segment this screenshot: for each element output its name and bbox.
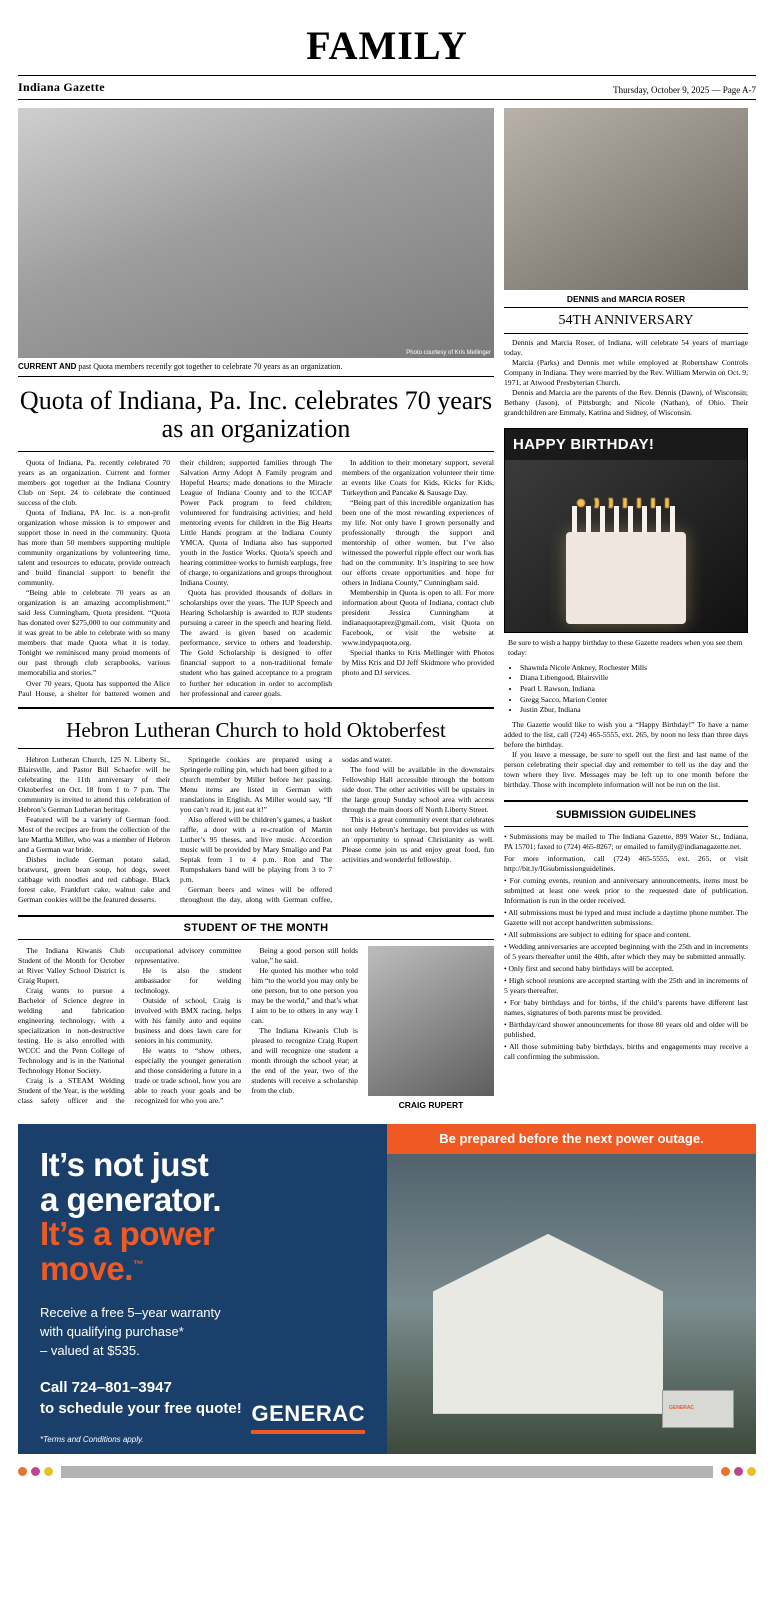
cake-icon	[566, 532, 686, 624]
paragraph: Special thanks to Kris Mellinger with Photos by Miss Kris and DJ Jeff Skidmore who provided photo and DJ services.	[342, 648, 494, 678]
paper-logo: Indiana Gazette	[18, 80, 105, 94]
list-item: • Justin Zbur, Indiana	[520, 705, 748, 716]
ad-headline-line-1: It’s not just	[40, 1145, 209, 1183]
paragraph: In addition to their monetary support, several members of the organization volunteer their time at events like Coats for Kids, Kicks for Kids, Turkeython and Pancake & Sausage Day.	[342, 458, 494, 498]
rule	[18, 707, 494, 709]
lead-photo	[18, 108, 494, 358]
student-photo-caption: CRAIG RUPERT	[398, 1099, 464, 1110]
paragraph: Membership in Quota is open to all. For more information about Quota of Indiana, contact club president Jessica Cunningham at indianaquotaprez@gmail.com, visit Quota on Facebook, or visit the website at www.indypaquota.org.	[342, 588, 494, 648]
generac-logo	[251, 1401, 365, 1434]
paragraph: Dennis and Marcia are the parents of the Rev. Dennis (Dawn), of Wisconsin; Bethany (Jason), of Pittsburgh; and Nicole (Nathan), of Ohio. Their grandchildren are Emmaly, Katrina and Sidney, of Wisconsin.	[504, 388, 748, 418]
list-item: • Gregg Sacco, Marion Center	[520, 695, 748, 706]
paragraph: • For coming events, reunion and anniversary announcements, items must be submitted at least one week prior to the requested date of publication. Information is run in the order received.	[504, 876, 748, 906]
registration-dot-magenta	[31, 1467, 40, 1476]
anniversary-photo-caption	[504, 290, 748, 308]
registration-bar	[61, 1466, 713, 1478]
birthday-name-list	[504, 663, 748, 716]
ad-banner: Be prepared before the next power outage.	[387, 1124, 756, 1154]
student-photo	[368, 946, 494, 1096]
registration-dots-right	[721, 1467, 756, 1476]
student-of-month-block	[18, 946, 494, 1110]
ad-phone-number[interactable]: Call 724–801–3947	[40, 1378, 172, 1396]
paragraph: Dishes include German potato salad, bratwurst, green bean soup, hot dogs, sweet cabbage with noodles and red cabbage. Black forest cake, Frankfurt cake, walnut cake and German cookies will be the featured desserts.	[18, 854, 170, 904]
anniversary-headline: 54TH ANNIVERSARY	[504, 308, 748, 334]
birthday-box	[504, 428, 748, 633]
paragraph: If you leave a message, be sure to spell out the first and last name of the person celebrating their special day and remember to tell us the day and the town where they live. Messages may be left up to one month before the birthday. Those with incomplete information will not be run on the list.	[504, 750, 748, 790]
ad-headline	[40, 1145, 365, 1287]
ad-offer-line-1: Receive a free 5–year warranty	[40, 1305, 221, 1321]
rule	[18, 451, 494, 452]
ad-headline-line-4-text: move.	[40, 1249, 133, 1287]
anniversary-name-2: MARCIA ROSER	[618, 294, 686, 304]
list-item: • Shawnda Nicole Ankney, Rochester Mills	[520, 663, 748, 674]
masthead-dateline: Thursday, October 9, 2025 — Page A-7	[613, 85, 756, 95]
paragraph: Outside of school, Craig is involved with BMX racing, helps with his family auto and equine business and does lawn care for seniors in his community.	[134, 995, 242, 1045]
lead-photo-cutline	[18, 358, 494, 377]
student-of-month-header: STUDENT OF THE MONTH	[18, 915, 494, 940]
submission-guidelines-title: SUBMISSION GUIDELINES	[504, 807, 748, 827]
ad-offer-line-2: with qualifying purchase*	[40, 1324, 184, 1340]
cutline-lead: CURRENT AND	[18, 362, 77, 371]
registration-dot-yellow	[747, 1467, 756, 1476]
paragraph: This is a great community event that celebrates not only Hebron’s heritage, but provides us with an opportunity to spread Christianity as well. Please come join us and enjoy great food, fun activities and wonderful fellowship.	[342, 814, 494, 864]
student-of-month-body	[18, 946, 358, 1110]
paragraph: “Being able to celebrate 70 years as an organization is an amazing accomplishment,” said Jess Cunningham, Quota president. “Quota has donated over $275,000 to our community and it was great to be able to celebrate with so many members that made Quota what it is today. Tonight we reminisced many proud moments of our past through club scrapbooks, various memorabilia and stories.”	[18, 588, 170, 678]
ad-headline-line-2: a generator.	[40, 1180, 222, 1218]
paragraph: • High school reunions are accepted starting with the 25th and in increments of 5 years thereafter.	[504, 976, 748, 996]
registration-dot-yellow	[44, 1467, 53, 1476]
trademark-symbol: ™	[132, 1258, 144, 1271]
registration-dot-magenta	[734, 1467, 743, 1476]
birthday-title: HAPPY BIRTHDAY!	[505, 429, 747, 460]
paragraph: The food will be available in the downstairs Fellowship Hall accessible through the bottom side door. The other activities will be upstairs in the large group Sunday school area with access through the main doors off North Liberty Street.	[342, 764, 494, 814]
masthead-row	[18, 80, 756, 99]
paragraph: Quota of Indiana, PA Inc. is a non-profit organization whose mission is to empower and support those in need in the community. Quota has more than 50 members supporting multiple community organizations by volunteering time, talent and resources to educate, provide outreach and build financial support to benefit the community.	[18, 508, 170, 588]
paragraph: Craig is a STEAM Welding Student of the Year, is the welding class safety officer and the occupational advisory committee representative.	[18, 945, 242, 1106]
ad-offer-line-3: – valued at $535.	[40, 1343, 140, 1359]
paragraph: Springerle cookies are prepared using a Springerle rolling pin, which had been gifted to a church member by Miller before her passing. Menu items are listed in German with translations in English. As Miller would say, “If you can’t read it, just eat it!”	[180, 754, 332, 814]
student-photo-block	[368, 946, 494, 1110]
list-item: • Pearl I. Rawson, Indiana	[520, 684, 748, 695]
paragraph: • All those submitting baby birthdays, births and engagements may receive a call confirming the submission.	[504, 1042, 748, 1062]
advertisement[interactable]	[18, 1124, 756, 1454]
rule	[18, 748, 494, 749]
paragraph: • Birthday/card shower announcements for those 80 years old and older will be published.	[504, 1020, 748, 1040]
paragraph: He wants to “show others, especially the younger generation and those considering a future in a trade or trade school, how you are able to reach your goals and be recognized for who you are.”	[134, 1046, 242, 1106]
registration-dot-orange	[18, 1467, 27, 1476]
left-column	[18, 108, 494, 1110]
ad-terms: *Terms and Conditions apply.	[40, 1434, 144, 1444]
submission-guidelines-box	[504, 800, 748, 1062]
paragraph: • All submissions are subject to editing for space and content.	[504, 930, 691, 940]
ad-image-panel	[387, 1124, 756, 1454]
paragraph: Being a good person still holds value,” he said.	[251, 945, 358, 965]
press-registration-footer	[18, 1454, 756, 1492]
paragraph: The Indiana Kiwanis Club Student of the Month for October at River Valley School District is Craig Rupert.	[18, 945, 125, 985]
masthead-divider	[18, 75, 756, 76]
lead-story-body	[18, 458, 494, 698]
cutline-rest: past Quota members recently got together to celebrate 70 years as an organization.	[76, 362, 343, 371]
paragraph: Featured will be a variety of German food. Most of the recipes are from the collection of the late Martha Miller, who was a member of Hebron and a German war bride.	[18, 814, 170, 854]
paragraph: • All submissions must be typed and must include a daytime phone number. The Gazette will not accept handwritten submissions.	[504, 908, 748, 928]
paragraph: He quoted his mother who told him “to the world you may only be one person, but to one person you may be the world,” and that’s what I aim to be to others in any way I can.	[251, 965, 358, 1025]
right-rail	[504, 108, 748, 1110]
list-item: • Diana Libengood, Blairsville	[520, 673, 748, 684]
generator-unit	[662, 1390, 734, 1428]
birthday-intro: Be sure to wish a happy birthday to these Gazette readers when you see them today:	[508, 638, 743, 657]
ad-headline-line-4	[40, 1249, 365, 1287]
paragraph: German beers and wines will be offered throughout the day, along with German coffee, sodas and water.	[180, 754, 392, 904]
birthday-cake-photo	[505, 460, 747, 632]
registration-dots-left	[18, 1467, 53, 1476]
generac-wordmark: GENERAC	[251, 1400, 365, 1426]
paragraph: For more information, call (724) 465-5555, ext. 265, or visit http://bit.ly/IGsubmissionguidelines.	[504, 854, 748, 874]
paragraph: • Submissions may be mailed to The Indiana Gazette, 899 Water St., Indiana, PA 15701; faxed to (724) 465-8267; or emailed to family@indianagazette.net.	[504, 832, 748, 852]
ad-cta-line-2: to schedule your free quote!	[40, 1399, 242, 1417]
anniversary-photo	[504, 108, 748, 290]
ad-offer	[40, 1304, 365, 1361]
paragraph: The Indiana Kiwanis Club is pleased to recognize Craig Rupert and will recognize one student a month through the school year; at the end of the year, two of the students will receive a scholarship from the club.	[251, 1025, 358, 1096]
masthead-divider-2	[18, 99, 756, 100]
paragraph: Hebron Lutheran Church, 125 N. Liberty St., Blairsville, and Pastor Bill Schaefer will be celebrating the 11th anniversary of their Oktoberfest on Oct. 18 from 1 to 7 p.m. The community is invited to attend this celebration of Hebron’s German Lutheran heritage.	[18, 754, 170, 814]
anniversary-name-sep: and	[599, 294, 619, 304]
paragraph: Also offered will be children’s games, a basket raffle, a door with a re-creation of Martin Luther’s 95 theses, and live music. Accordion music will be provided by Mary Smaligo and Pat Septak from 1 to 4 p.m. Ron and The Rumpshakers band will be playing from 3 to 7 p.m.	[180, 814, 332, 884]
paragraph: Over 70 years, Quota has supported the Alice Paul House, a shelter for battered women and their children; supported families through The Salvation Army Adopt A Family program and Hopeful Hearts; made donations to the Miracle League of Indiana County and to the ICCAP Power Pack program to feed children; volunteered for fundraising activities; and held mentoring events for children in the Big Hearts Little Hands program at the Indiana County YMCA. Quota of Indiana also has supported youth in the Justice Works. Quota’s speech and hearing committee works to furnish earplugs, free of charge, to organizations and groups throughout Indiana County.	[18, 458, 332, 698]
registration-dot-orange	[721, 1467, 730, 1476]
paragraph: Quota has provided thousands of dollars in scholarships over the years. The IUP Speech and Hearing Scholarship is awarded to IUP students pursuing a career in the speech and hearing field. The award is given based on academic performance, service to others and leadership. The Gold Scholarship is designed to offer financial support to a non-traditional female student who has gained acceptance to a program to further her education in order to accomplish her professional and career goals.	[180, 588, 332, 698]
second-story-headline: Hebron Lutheran Church to hold Oktoberfest	[66, 717, 446, 742]
paragraph: “Being part of this incredible organization has been one of the most rewarding experiences of my life. Not only have I grown personally and professionally through the support and mentorship of other women, but I’ve also witnessed the powerful ripple effect our work has had on the community. It’s inspiring to see how our efforts create opportunities and hope for others in Indiana County,” Cunningham said.	[342, 498, 494, 588]
anniversary-name-1: DENNIS	[566, 294, 599, 304]
second-story-body	[18, 755, 494, 905]
section-title: FAMILY	[306, 23, 468, 68]
generac-logo-bar	[251, 1430, 365, 1434]
paragraph: Marcia (Parks) and Dennis met while employed at Robertshaw Controls Company in Indiana. They were married by the Rev. William Merwin on Oct. 9, 1971, at Atwood Presbyterian Church.	[504, 358, 748, 388]
paragraph: The Gazette would like to wish you a “Happy Birthday!” To have a name added to the list, call (724) 465-5555, ext. 265, by noon no less than three days before the birthday.	[504, 719, 748, 749]
paragraph: He is also the student ambassador for welding technology.	[134, 965, 242, 995]
paragraph: Quota of Indiana, Pa. recently celebrated 70 years as an organization. Current and former members got together at the Indiana Country Club on Sept. 24 to celebrate the continued success of the club.	[18, 458, 170, 508]
photo-credit: Photo courtesy of Kris Mellinger	[406, 350, 491, 356]
paragraph: Dennis and Marcia Roser, of Indiana, will celebrate 54 years of marriage today.	[504, 338, 748, 358]
ad-headline-line-3: It’s a power	[40, 1215, 215, 1253]
lead-story-headline: Quota of Indiana, Pa. Inc. celebrates 70 years as an organization	[19, 386, 493, 444]
ad-copy-panel	[18, 1124, 387, 1454]
paragraph: • Wedding anniversaries are accepted beginning with the 25th and in increments of 5 years thereafter until the 40th, after which they may be submitted annually.	[504, 942, 748, 962]
paragraph: Craig wants to pursue a Bachelor of Science degree in welding and fabrication engineering technology, with a specialization in non-destructive testing. He is also enrolled with WCCC and the Penn College of Technology and is in the National Technology Honor Society.	[18, 985, 125, 1076]
paragraph: • Only first and second baby birthdays will be accepted.	[504, 964, 674, 974]
page-content	[18, 108, 756, 1110]
paragraph: • For baby birthdays and for births, if the child’s parents have different last names, signatures of both parents must be provided.	[504, 998, 748, 1018]
